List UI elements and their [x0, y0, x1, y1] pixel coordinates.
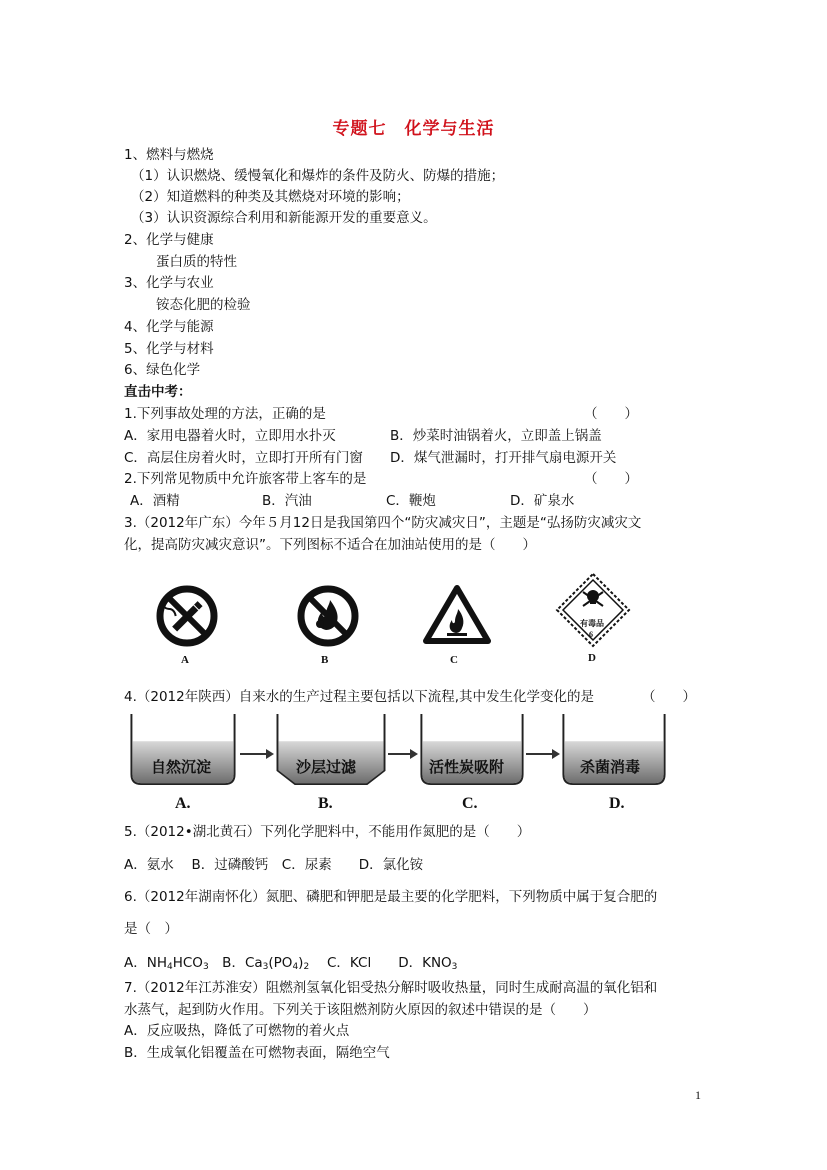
q1-option-d: D．煤气泄漏时，打开排气扇电源开关	[390, 450, 617, 466]
q4-answer-bracket: （ ）	[642, 689, 696, 705]
q7-option-b: B．生成氧化铝覆盖在可燃物表面，隔绝空气	[124, 1045, 390, 1061]
no-smoking-icon	[155, 584, 219, 648]
q5-options: A．氨水 B．过磷酸钙 C．尿素 D．氯化铵	[124, 857, 424, 873]
q3-label-d: D	[588, 652, 596, 664]
q1-option-a: A．家用电器着火时，立即用水扑灭	[124, 428, 336, 444]
q1-option-c: C．高层住房着火时，立即打开所有门窗	[124, 450, 363, 466]
q3-stem-line1: 3.（2012年广东）今年５月12日是我国第四个“防灾减灾日”，主题是“弘扬防灾减灾文	[124, 515, 642, 531]
q6-options: A．$NH_4HCO_3$ B．$Ca_3(PO_4)_2$ C．KCl D．$KNO_3$	[124, 955, 458, 972]
q7-stem-line1: 7.（2012年江苏淮安）阻燃剂氢氧化铝受热分解时吸收热量，同时生成耐高温的氧化铝和	[124, 980, 658, 996]
q2-option-d: D．矿泉水	[510, 493, 575, 509]
step-label-disinfection: 杀菌消毒	[580, 758, 641, 776]
outline-item-4: 4、化学与能源	[124, 319, 214, 335]
outline-item-6: 6、绿色化学	[124, 362, 201, 378]
outline-item-1-3: （3）认识资源综合利用和新能源开发的重要意义。	[131, 210, 437, 226]
q4-letter-c: C.	[462, 795, 478, 812]
flow-arrow-icon	[526, 748, 560, 760]
q4-letter-d: D.	[609, 795, 625, 812]
outline-item-1: 1、燃料与燃烧	[124, 147, 214, 163]
toxic-substance-icon	[555, 572, 631, 648]
q5-stem: 5.（2012•湖北黄石）下列化学肥料中，不能用作氮肥的是（ ）	[124, 824, 531, 840]
q2-option-b: B．汽油	[262, 493, 312, 509]
flammable-warning-icon	[423, 585, 491, 645]
q4-letter-a: A.	[175, 795, 191, 812]
flow-arrow-icon	[240, 748, 274, 760]
outline-item-1-1: （1）认识燃烧、缓慢氧化和爆炸的条件及防火、防爆的措施；	[131, 168, 505, 184]
q7-stem-line2: 水蒸气，起到防火作用。下列关于该阻燃剂防火原因的叙述中错误的是（ ）	[124, 1002, 597, 1018]
q1-answer-bracket: （ ）	[584, 406, 638, 422]
q3-stem-line2: 化，提高防灾减灾意识”。下列图标不适合在加油站使用的是（ ）	[124, 537, 536, 553]
q3-label-a: A	[181, 654, 189, 666]
q2-answer-bracket: （ ）	[584, 471, 638, 487]
section-heading: 直击中考：	[124, 384, 192, 400]
step-label-adsorption: 活性炭吸附	[429, 758, 505, 776]
q7-option-a: A．反应吸热，降低了可燃物的着火点	[124, 1023, 350, 1039]
q3-label-b: B	[321, 654, 329, 666]
step-label-sedimentation: 自然沉淀	[151, 758, 212, 776]
flow-arrow-icon	[388, 748, 418, 760]
step-label-filtration: 沙层过滤	[296, 758, 357, 776]
page-number: 1	[695, 1088, 701, 1102]
outline-item-3: 3、化学与农业	[124, 275, 214, 291]
q3-label-c: C	[450, 654, 458, 666]
page-title: 专题七 化学与生活	[332, 119, 495, 139]
q4-letter-b: B.	[318, 795, 333, 812]
outline-item-1-2: （2）知道燃料的种类及其燃烧对环境的影响；	[131, 189, 410, 205]
outline-item-2-1: 蛋白质的特性	[156, 254, 237, 270]
toxic-sign-number: 6	[589, 630, 593, 639]
toxic-sign-text: 有毒品	[580, 619, 604, 628]
q2-stem: 2.下列常见物质中允许旅客带上客车的是	[124, 471, 367, 487]
q1-option-b: B．炒菜时油锅着火，立即盖上锅盖	[390, 428, 602, 444]
q1-stem: 1.下列事故处理的方法，正确的是	[124, 406, 326, 422]
outline-item-5: 5、化学与材料	[124, 341, 214, 357]
q6-stem-line1: 6.（2012年湖南怀化）氮肥、磷肥和钾肥是最主要的化学肥料，下列物质中属于复合肥的	[124, 889, 658, 905]
outline-item-2: 2、化学与健康	[124, 232, 214, 248]
no-open-flame-icon	[296, 584, 360, 648]
q2-option-c: C．鞭炮	[386, 493, 436, 509]
q4-stem: 4.（2012年陕西）自来水的生产过程主要包括以下流程,其中发生化学变化的是	[124, 689, 595, 705]
outline-item-3-1: 铵态化肥的检验	[156, 297, 251, 313]
q2-option-a: A．酒精	[130, 493, 180, 509]
q6-stem-line2: 是（ ）	[124, 921, 178, 937]
